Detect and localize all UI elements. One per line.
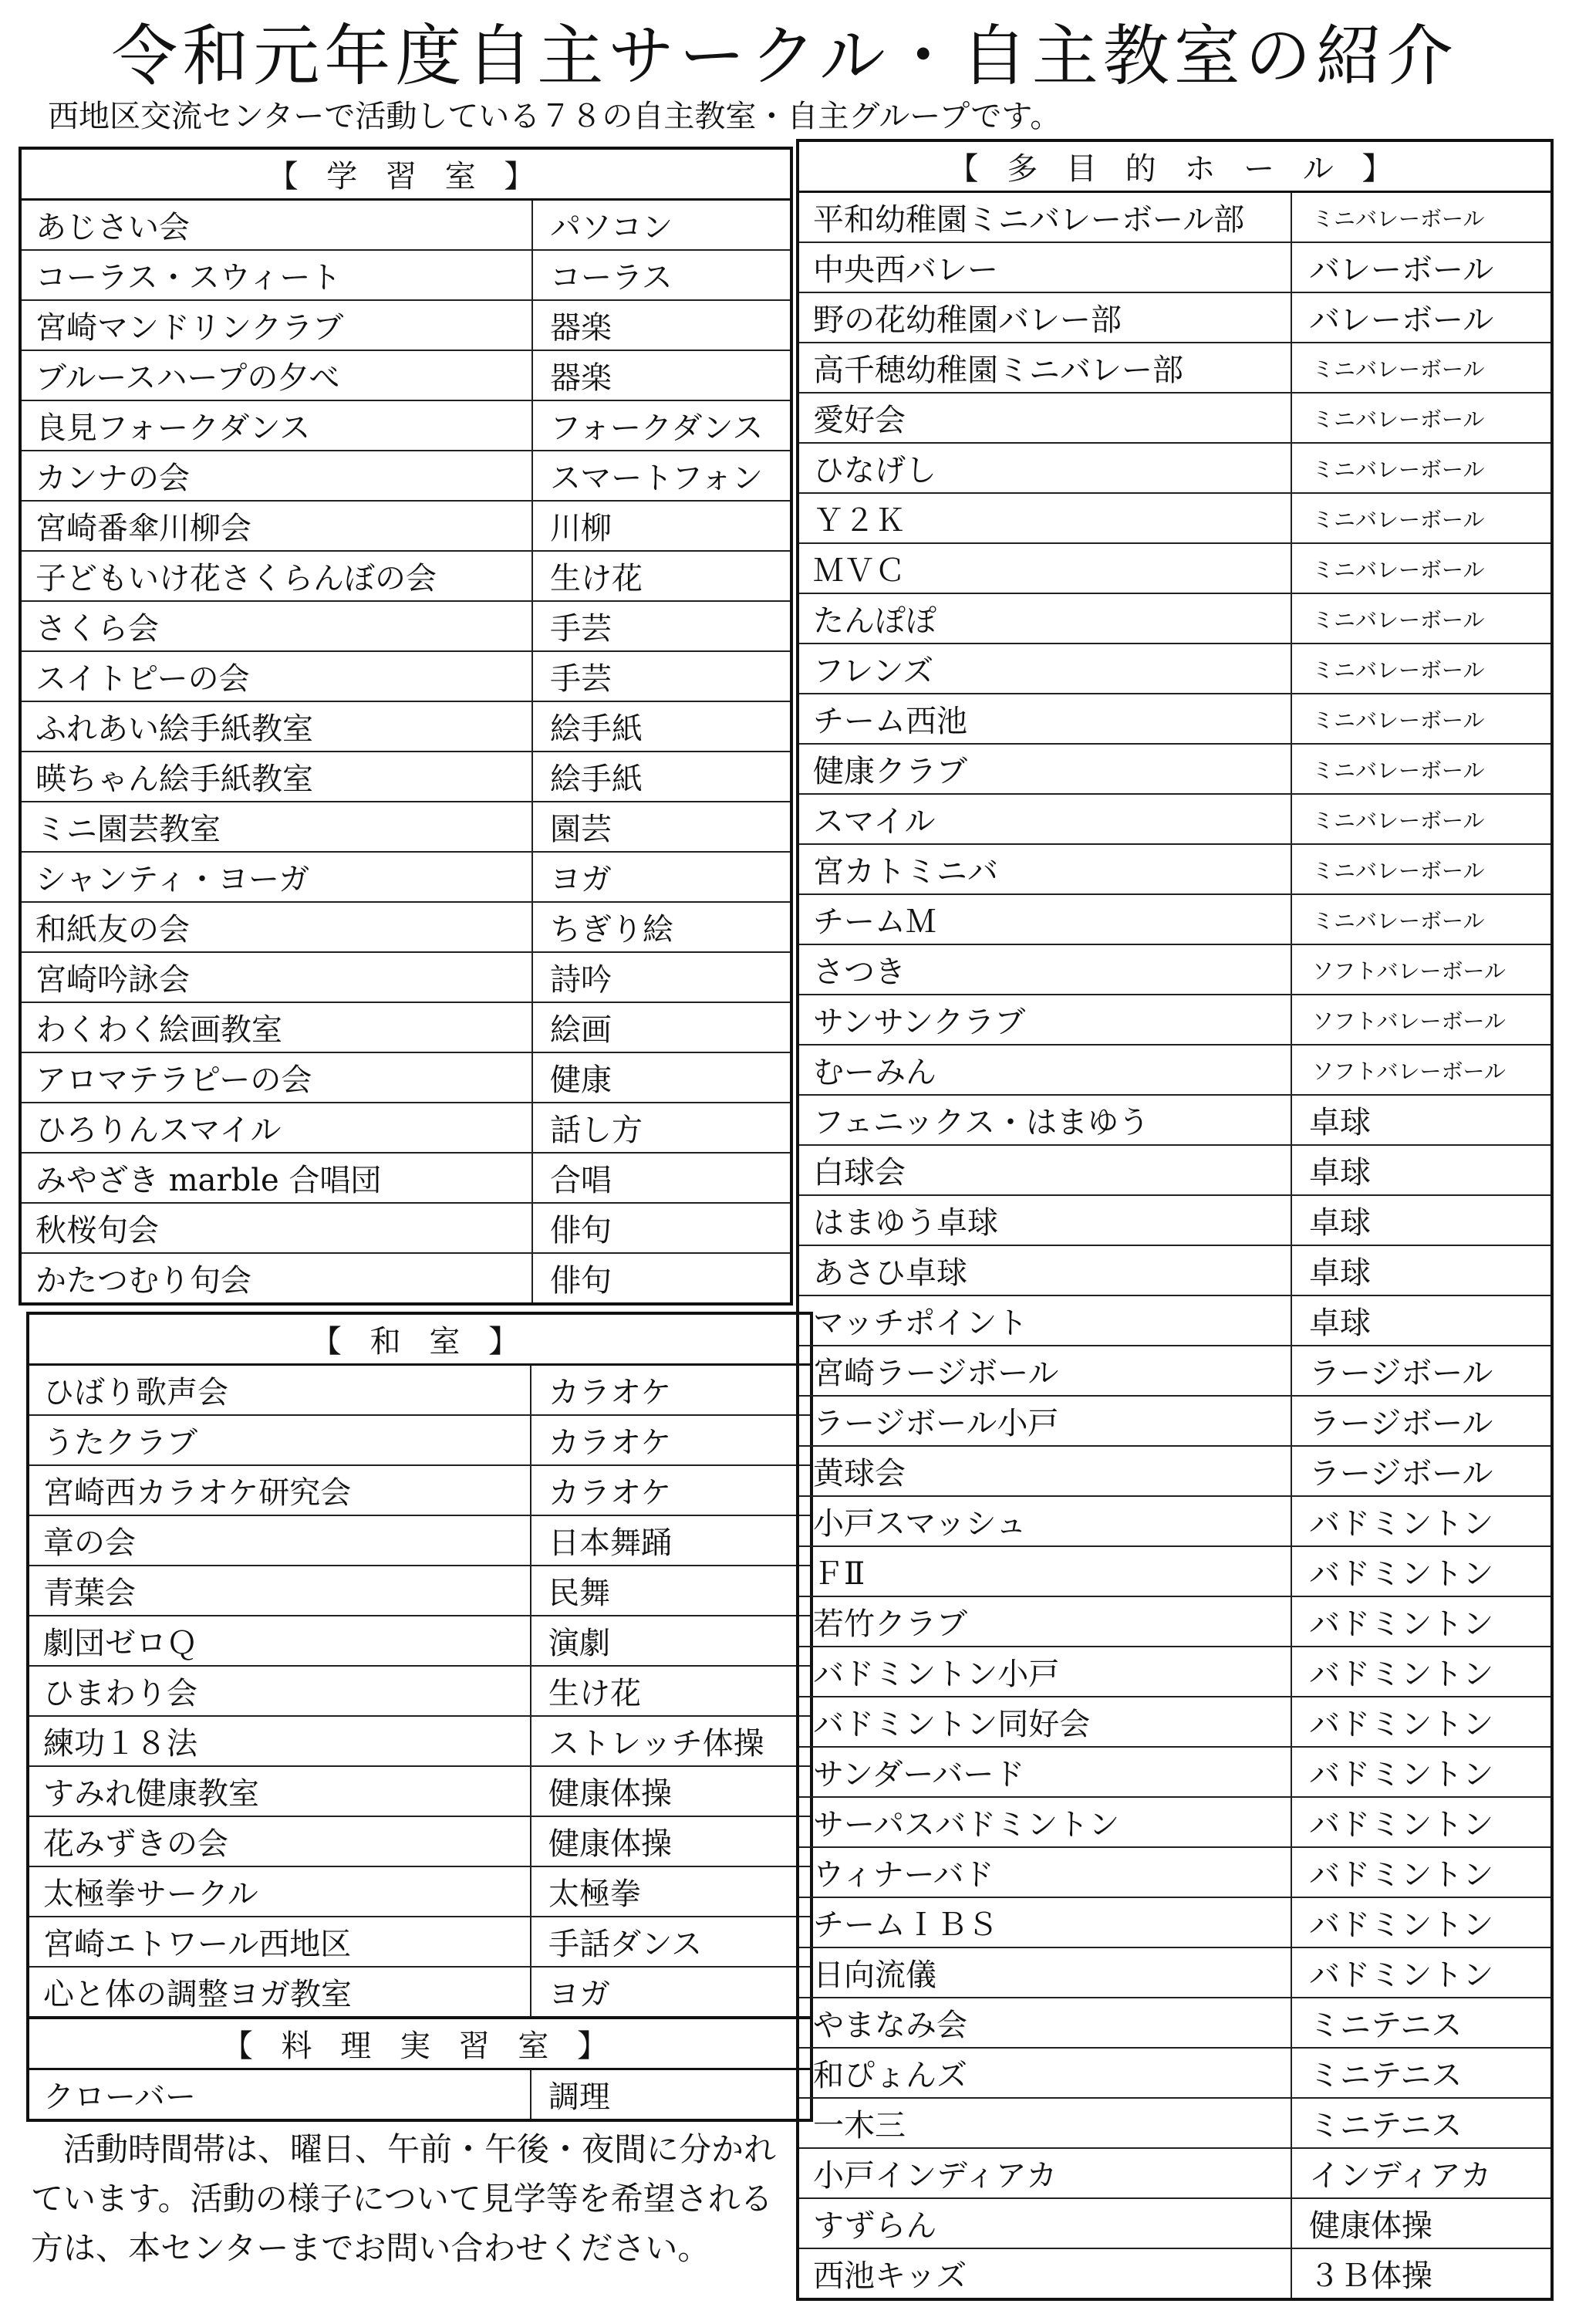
club-name: ＭＶＣ [798,543,1291,593]
club-name: 野の花幼稚園バレー部 [798,292,1291,343]
club-name: 子どもいけ花さくらんぼの会 [20,551,532,601]
club-row [20,1153,791,1203]
club-name: 和紙友の会 [20,902,532,952]
club-category: スマートフォン [532,451,791,501]
club-category: ラージボール [1291,1346,1552,1396]
club-category: ソフトバレーボール [1291,995,1552,1045]
club-row [798,1195,1552,1245]
club-category: バドミントン [1291,1647,1552,1697]
club-category: 詩吟 [532,952,791,1002]
club-name: ひまわり会 [28,1666,531,1716]
club-category: 卓球 [1291,1145,1552,1195]
club-name: スマイル [798,794,1291,844]
club-row [20,752,791,802]
club-category: ソフトバレーボール [1291,1045,1552,1095]
club-row [798,1396,1552,1446]
club-category: ちぎり絵 [532,902,791,952]
club-name: 和ぴょんズ [798,2048,1291,2098]
club-name: さくら会 [20,601,532,651]
club-row [798,543,1552,593]
club-name: ミニ園芸教室 [20,802,532,852]
club-row [798,192,1552,243]
club-name: 一木三 [798,2098,1291,2148]
club-name: すずらん [798,2198,1291,2248]
club-category: ラージボール [1291,1446,1552,1496]
club-category: ミニバレーボール [1291,393,1552,443]
club-name: 日向流儀 [798,1947,1291,1998]
club-row [798,1897,1552,1947]
club-name: 秋桜句会 [20,1203,532,1253]
club-category: ミニバレーボール [1291,593,1552,643]
club-row [20,1203,791,1253]
club-name: ひなげし [798,443,1291,493]
club-name: すみれ健康教室 [28,1766,531,1816]
club-row [20,551,791,601]
club-row [798,292,1552,343]
ryori-body [28,2018,811,2120]
club-category: インディアカ [1291,2148,1552,2198]
club-row [798,744,1552,794]
club-category: バドミントン [1291,1596,1552,1647]
club-category: 俳句 [532,1253,791,1304]
club-category: ストレッチ体操 [531,1716,811,1766]
club-row [798,1797,1552,1847]
club-name: サンサンクラブ [798,995,1291,1045]
club-name: うたクラブ [28,1415,531,1465]
club-category: バドミントン [1291,1747,1552,1797]
club-name: ふれあい絵手紙教室 [20,701,532,752]
club-category: ヨガ [532,852,791,902]
club-category: ヨガ [531,1967,811,2018]
club-name: バドミントン同好会 [798,1697,1291,1747]
club-name: 宮崎吟詠会 [20,952,532,1002]
club-row [798,2198,1552,2248]
club-name: さつき [798,944,1291,995]
club-category: 器楽 [532,300,791,350]
club-category: ミニバレーボール [1291,744,1552,794]
club-category: 日本舞踊 [531,1515,811,1566]
club-row [798,1998,1552,2048]
club-row [798,643,1552,694]
club-row [20,250,791,300]
club-row [20,350,791,400]
club-name: コーラス・スウィート [20,250,532,300]
washitsu-ryori-table [26,1312,813,2122]
tamokuteki-header-row [798,140,1552,192]
gakushu-body [20,148,791,1304]
club-category: 健康体操 [531,1766,811,1816]
club-name: 高千穂幼稚園ミニバレー部 [798,343,1291,393]
club-row [798,844,1552,894]
club-category: 俳句 [532,1203,791,1253]
club-name: ブルースハープの夕べ [20,350,532,400]
club-row [28,1917,811,1967]
club-row [28,1566,811,1616]
club-category: パソコン [532,200,791,251]
club-row [20,651,791,701]
club-name: ひろりんスマイル [20,1103,532,1153]
club-row [798,694,1552,744]
club-row [20,501,791,551]
club-row [28,1616,811,1666]
club-name: 黄球会 [798,1446,1291,1496]
washitsu-body [28,1313,811,2018]
club-category: バドミントン [1291,1496,1552,1546]
club-category: 卓球 [1291,1095,1552,1145]
club-row [798,1496,1552,1546]
club-name: 平和幼稚園ミニバレーボール部 [798,192,1291,243]
club-name: 心と体の調整ヨガ教室 [28,1967,531,2018]
club-category: 卓球 [1291,1195,1552,1245]
club-name: 劇団ゼロＱ [28,1616,531,1666]
club-row [798,393,1552,443]
club-row [798,493,1552,543]
tamokuteki-table [796,139,1554,2301]
club-name: チームＭ [798,894,1291,944]
club-row [798,894,1552,944]
club-name: ラージボール小戸 [798,1396,1291,1446]
club-row [20,902,791,952]
club-row [20,1253,791,1304]
club-row [28,1666,811,1716]
club-name: 健康クラブ [798,744,1291,794]
club-category: 園芸 [532,802,791,852]
club-row [798,2248,1552,2299]
club-category: ミニバレーボール [1291,493,1552,543]
club-name: クローバー [28,2069,531,2121]
club-category: ソフトバレーボール [1291,944,1552,995]
club-name: チームＩＢＳ [798,1897,1291,1947]
club-row [798,1095,1552,1145]
club-name: やまなみ会 [798,1998,1291,2048]
club-category: ラージボール [1291,1396,1552,1446]
club-name: サンダーバード [798,1747,1291,1797]
club-name: 良見フォークダンス [20,400,532,451]
club-category: 川柳 [532,501,791,551]
club-name: シャンティ・ヨーガ [20,852,532,902]
club-category: 絵手紙 [532,752,791,802]
club-row [20,400,791,451]
club-name: わくわく絵画教室 [20,1002,532,1052]
club-name: 小戸インディアカ [798,2148,1291,2198]
club-row [20,1052,791,1103]
club-row [28,1967,811,2018]
club-category: 民舞 [531,1566,811,1616]
club-name: 宮崎ラージボール [798,1346,1291,1396]
club-name: 宮カトミニバ [798,844,1291,894]
club-name: 青葉会 [28,1566,531,1616]
club-name: むーみん [798,1045,1291,1095]
club-category: バドミントン [1291,1546,1552,1596]
club-name: スイトピーの会 [20,651,532,701]
club-category: 生け花 [532,551,791,601]
club-row [28,1866,811,1917]
club-name: 宮崎西カラオケ研究会 [28,1465,531,1515]
club-row [798,443,1552,493]
club-name: ひばり歌声会 [28,1365,531,1416]
club-name: マッチポイント [798,1295,1291,1346]
club-name: チーム西池 [798,694,1291,744]
club-name: 練功１８法 [28,1716,531,1766]
club-category: バドミントン [1291,1947,1552,1998]
club-category: バドミントン [1291,1797,1552,1847]
club-row [20,451,791,501]
tamokuteki-header: 【 多 目 的 ホ ー ル 】 [798,140,1552,192]
club-row [798,995,1552,1045]
club-category: 生け花 [531,1666,811,1716]
club-row [798,1045,1552,1095]
club-row [798,794,1552,844]
club-category: コーラス [532,250,791,300]
club-row [798,1245,1552,1295]
club-category: 健康体操 [1291,2198,1552,2248]
club-category: 器楽 [532,350,791,400]
club-category: ミニテニス [1291,1998,1552,2048]
club-row [798,2048,1552,2098]
ryori-header-row [28,2018,811,2069]
club-name: 白球会 [798,1145,1291,1195]
club-category: フォークダンス [532,400,791,451]
club-row [798,1647,1552,1697]
club-name: 章の会 [28,1515,531,1566]
club-row [798,1697,1552,1747]
club-row [798,1546,1552,1596]
club-category: 手話ダンス [531,1917,811,1967]
club-row [28,1716,811,1766]
club-name: 西池キッズ [798,2248,1291,2299]
tamokuteki-body [798,140,1552,2299]
club-name: みやざき marble 合唱団 [20,1153,532,1203]
club-category: ミニバレーボール [1291,543,1552,593]
club-row [798,944,1552,995]
club-row [28,1365,811,1416]
club-category: ミニテニス [1291,2098,1552,2148]
activity-note: 活動時間帯は、曜日、午前・午後・夜間に分かれています。活動の様子について見学等を希望される方は、本センターまでお問い合わせください。 [31,2130,777,2267]
club-category: カラオケ [531,1365,811,1416]
club-category: 手芸 [532,651,791,701]
gakushu-table [19,147,793,1306]
gakushu-header: 【 学 習 室 】 [20,148,791,200]
club-name: かたつむり句会 [20,1253,532,1304]
club-category: 太極拳 [531,1866,811,1917]
club-row [20,200,791,251]
club-category: ミニバレーボール [1291,443,1552,493]
club-name: 小戸スマッシュ [798,1496,1291,1546]
club-category: ３Ｂ体操 [1291,2248,1552,2299]
club-category: 健康体操 [531,1816,811,1866]
club-name: アロマテラピーの会 [20,1052,532,1103]
club-row [20,852,791,902]
club-name: たんぽぽ [798,593,1291,643]
page-subtitle: 西地区交流センターで活動している７８の自主教室・自主グループです。 [48,99,1061,134]
club-name: 宮崎番傘川柳会 [20,501,532,551]
club-category: 卓球 [1291,1295,1552,1346]
club-category: ミニバレーボール [1291,694,1552,744]
club-row [20,952,791,1002]
club-name: ＦⅡ [798,1546,1291,1596]
club-row [28,1515,811,1566]
club-name: 若竹クラブ [798,1596,1291,1647]
club-row [20,802,791,852]
club-category: 絵画 [532,1002,791,1052]
club-category: バドミントン [1291,1697,1552,1747]
club-row [798,1947,1552,1998]
club-name: バドミントン小戸 [798,1647,1291,1697]
club-row [798,2098,1552,2148]
ryori-header: 【 料 理 実 習 室 】 [28,2018,811,2069]
club-category: 健康 [532,1052,791,1103]
washitsu-header-row [28,1313,811,1365]
club-row [20,601,791,651]
club-name: あじさい会 [20,200,532,251]
club-row [798,1596,1552,1647]
club-category: バレーボール [1291,242,1552,292]
club-category: 合唱 [532,1153,791,1203]
club-category: カラオケ [531,1415,811,1465]
club-row [798,343,1552,393]
club-row [20,1103,791,1153]
club-category: ミニバレーボール [1291,794,1552,844]
club-name: カンナの会 [20,451,532,501]
club-name: Ｙ２Ｋ [798,493,1291,543]
club-category: ミニバレーボール [1291,894,1552,944]
club-category: バドミントン [1291,1847,1552,1897]
club-row [20,1002,791,1052]
club-name: サーパスバドミントン [798,1797,1291,1847]
club-name: 宮崎マンドリンクラブ [20,300,532,350]
club-category: ミニバレーボール [1291,643,1552,694]
club-category: バレーボール [1291,292,1552,343]
club-row [798,1295,1552,1346]
club-row [28,1465,811,1515]
club-row [798,1446,1552,1496]
club-category: 調理 [531,2069,811,2121]
club-name: フレンズ [798,643,1291,694]
club-row [20,300,791,350]
club-row [28,1816,811,1866]
club-category: バドミントン [1291,1897,1552,1947]
club-name: 太極拳サークル [28,1866,531,1917]
club-row [28,1415,811,1465]
club-category: 演劇 [531,1616,811,1666]
club-category: カラオケ [531,1465,811,1515]
washitsu-header: 【 和 室 】 [28,1313,811,1365]
club-row [798,1747,1552,1797]
club-row [798,593,1552,643]
club-name: 暎ちゃん絵手紙教室 [20,752,532,802]
club-row [28,2069,811,2121]
gakushu-header-row [20,148,791,200]
club-name: 宮崎エトワール西地区 [28,1917,531,1967]
club-row [798,1346,1552,1396]
club-name: あさひ卓球 [798,1245,1291,1295]
club-category: 絵手紙 [532,701,791,752]
club-category: ミニバレーボール [1291,844,1552,894]
page-title: 令和元年度自主サークル・自主教室の紹介 [111,18,1458,95]
club-category: ミニテニス [1291,2048,1552,2098]
club-row [798,1847,1552,1897]
club-name: 花みずきの会 [28,1816,531,1866]
club-category: ミニバレーボール [1291,343,1552,393]
club-name: ウィナーバド [798,1847,1291,1897]
club-name: フェニックス・はまゆう [798,1095,1291,1145]
club-row [798,242,1552,292]
club-name: 中央西バレー [798,242,1291,292]
club-row [28,1766,811,1816]
club-row [20,701,791,752]
club-row [798,2148,1552,2198]
club-name: 愛好会 [798,393,1291,443]
club-category: 手芸 [532,601,791,651]
club-name: はまゆう卓球 [798,1195,1291,1245]
club-category: 卓球 [1291,1245,1552,1295]
club-row [798,1145,1552,1195]
club-category: 話し方 [532,1103,791,1153]
club-category: ミニバレーボール [1291,192,1552,243]
